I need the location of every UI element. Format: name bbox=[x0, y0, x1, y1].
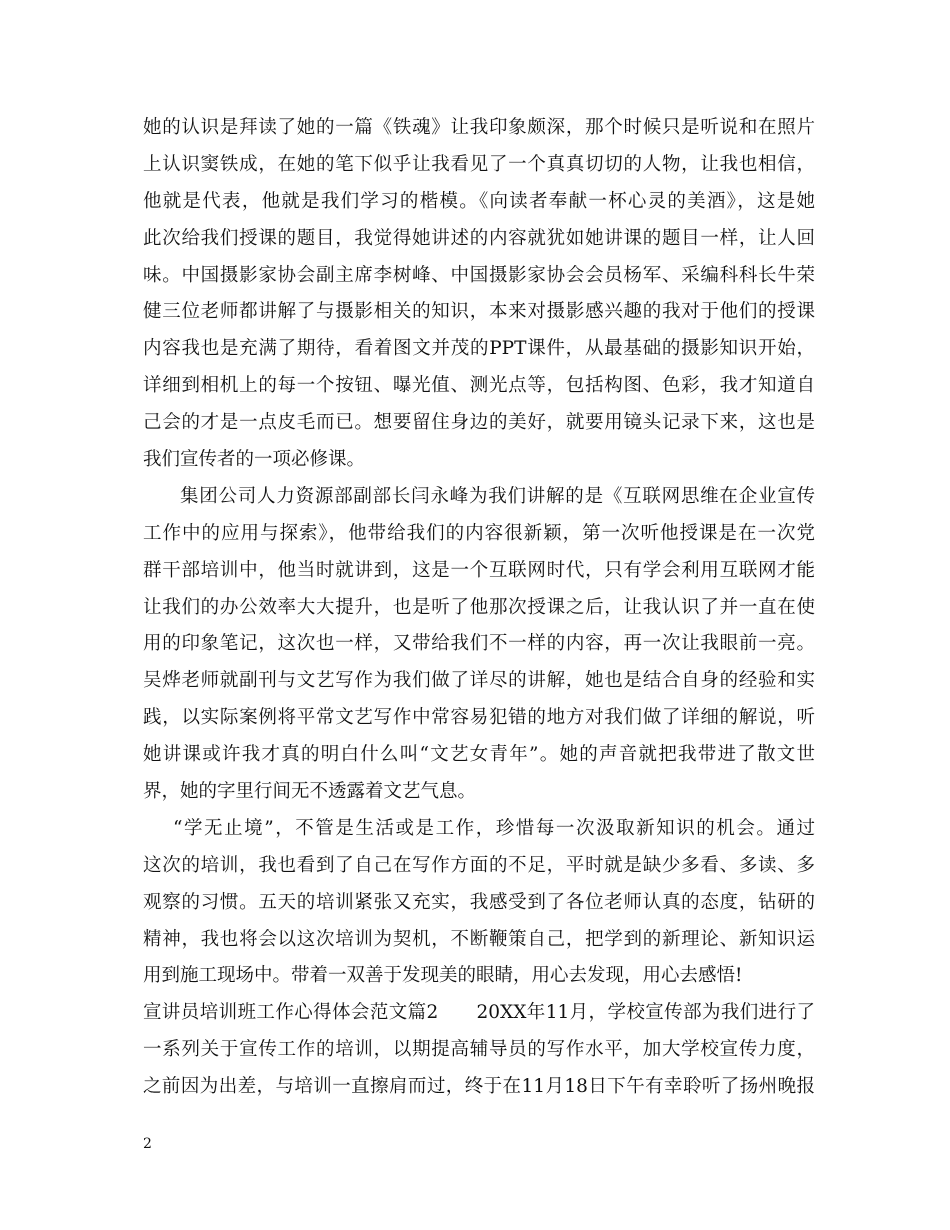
text-line: 用的印象笔记，这次也一样，又带给我们不一样的内容，再一次让我眼前一亮。 bbox=[143, 633, 815, 655]
text-line: 让我们的办公效率大大提升，也是听了他那次授课之后，让我认识了并一直在使 bbox=[143, 596, 815, 618]
text-line: 己会的才是一点皮毛而已。想要留住身边的美好，就要用镜头记录下来，这也是 bbox=[143, 412, 815, 434]
text-line: 味。中国摄影家协会副主席李树峰、中国摄影家协会会员杨军、采编科科长牛荣 bbox=[143, 264, 815, 286]
paragraph-first-line: “学无止境”，不管是生活或是工作，珍惜每一次汲取新知识的机会。通过 bbox=[173, 817, 815, 839]
text-line: 详细到相机上的每一个按钮、曝光值、测光点等，包括构图、色彩，我才知道自 bbox=[143, 375, 815, 397]
text-line: 之前因为出差，与培训一直擦肩而过，终于在11月18日下午有幸聆听了扬州晚报 bbox=[143, 1076, 815, 1098]
text-line: 他就是代表，他就是我们学习的楷模。《向读者奉献一杯心灵的美酒》，这是她 bbox=[143, 190, 815, 212]
text-line: 吴烨老师就副刊与文艺写作为我们做了详尽的讲解，她也是结合自身的经验和实 bbox=[143, 670, 815, 692]
text-line: 一系列关于宣传工作的培训，以期提高辅导员的写作水平，加大学校宣传力度， bbox=[143, 1039, 815, 1061]
text-line: 这次的培训，我也看到了自己在写作方面的不足，平时就是缺少多看、多读、多 bbox=[143, 854, 815, 876]
paragraph-first-line: 集团公司人力资源部副部长闫永峰为我们讲解的是《互联网思维在企业宣传 bbox=[180, 485, 815, 507]
text-line: 群干部培训中，他当时就讲到，这是一个互联网时代，只有学会利用互联网才能 bbox=[143, 559, 815, 581]
document-body bbox=[143, 110, 815, 1106]
text-line: 用到施工现场中。带着一双善于发现美的眼睛，用心去发现，用心去感悟! bbox=[143, 965, 743, 987]
text-line: 精神，我也将会以这次培训为契机，不断鞭策自己，把学到的新理论、新知识运 bbox=[143, 928, 815, 950]
text-line: 她讲课或许我才真的明白什么叫“文艺女青年”。她的声音就把我带进了散文世 bbox=[143, 744, 815, 766]
article-heading-line: 宣讲员培训班工作心得体会范文篇2 20XX年11月，学校宣传部为我们进行了 bbox=[143, 1002, 815, 1024]
text-line: 工作中的应用与探索》，他带给我们的内容很新颖，第一次听他授课是在一次党 bbox=[143, 522, 815, 544]
text-line: 践，以实际案例将平常文艺写作中常容易犯错的地方对我们做了详细的解说，听 bbox=[143, 707, 815, 729]
text-line: 我们宣传者的一项必修课。 bbox=[143, 449, 366, 471]
page-number: 2 bbox=[143, 1136, 152, 1152]
text-line: 观察的习惯。五天的培训紧张又充实，我感受到了各位老师认真的态度，钻研的 bbox=[143, 891, 815, 913]
text-line: 内容我也是充满了期待，看着图文并茂的PPT课件，从最基础的摄影知识开始， bbox=[143, 338, 815, 360]
text-line: 上认识窦铁成，在她的笔下似乎让我看见了一个真真切切的人物，让我也相信， bbox=[143, 153, 815, 175]
text-line: 此次给我们授课的题目，我觉得她讲述的内容就犹如她讲课的题目一样，让人回 bbox=[143, 227, 815, 249]
text-line: 健三位老师都讲解了与摄影相关的知识，本来对摄影感兴趣的我对于他们的授课 bbox=[143, 301, 815, 323]
text-line: 界，她的字里行间无不透露着文艺气息。 bbox=[143, 781, 477, 803]
text-line: 她的认识是拜读了她的一篇《铁魂》让我印象颇深，那个时候只是听说和在照片 bbox=[143, 117, 815, 138]
